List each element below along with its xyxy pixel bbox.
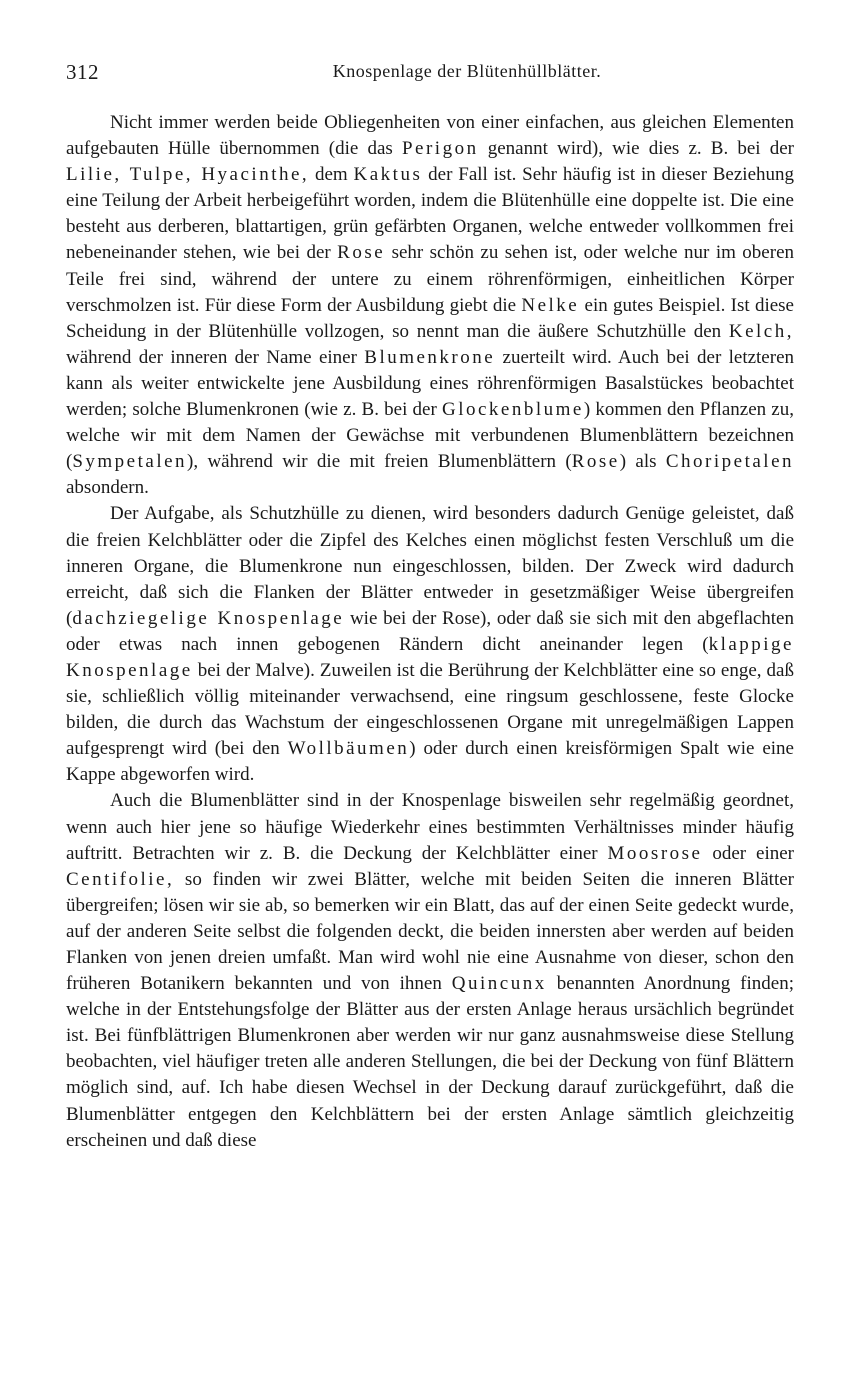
- spaced-term: Rose: [571, 451, 620, 473]
- text-run: ) oder durch einen kreisförmigen Spalt wie eine Kappe abgeworfen wird.: [66, 738, 794, 786]
- text-run: bei der Malve). Zuweilen ist die Berührung der Kelchblätter eine so enge, daß sie, schließlich völlig miteinander verwachsend, eine ringsum geschlossene, feste Glocke bilden, die durch das Wachstum der eingeschlossenen Organe mit unregelmäßigen Lappen aufgesprengt wird (bei den: [66, 659, 794, 760]
- spaced-term: Kaktus: [353, 164, 423, 186]
- body-text: [66, 110, 794, 1154]
- spaced-term: klappige Knospenlage: [66, 633, 794, 681]
- text-run: Auch die Blumenblätter sind in der Knospenlage bisweilen sehr regelmäßig geordnet, wenn auch hier jene so häufige Wiederkehr eines bestimmten Verhältnisses minder häufig auftritt. Betrachten wir z. B. die Deckung der Kelchblätter einer: [66, 790, 794, 864]
- text-run: oder einer: [702, 842, 795, 864]
- text-run: zuerteilt wird. Auch bei der letzteren kann als weiter entwickelte jene Ausbildung eines röhrenförmigen Basalstückes beobachtet werden; solche Blumenkronen (wie z. B. bei der: [66, 346, 795, 421]
- running-head: Knospenlage der Blütenhüllblätter.: [332, 61, 602, 81]
- spaced-term: Nelke: [521, 294, 580, 316]
- text-run: während der inneren der Name einer: [66, 346, 365, 368]
- text-run: absondern.: [66, 477, 149, 499]
- spaced-term: Blumenkrone: [364, 346, 496, 368]
- paragraph: [66, 788, 794, 1153]
- spaced-term: Wollbäumen: [287, 738, 410, 760]
- text-run: Der Aufgabe, als Schutzhülle zu dienen, wird besonders dadurch Genüge geleistet, daß die freien Kelchblätter oder die Zipfel des Kelches einen möglichst festen Verschluß um die inneren Organe, die Blumenkrone nun eingeschlossen, bilden. Der Zweck wird dadurch erreicht, daß sich die Flanken der Blätter entweder in gesetzmäßiger Weise übergreifen (: [66, 503, 794, 629]
- spaced-term: Glockenblume: [441, 399, 584, 421]
- spaced-term: Choripetalen: [665, 451, 795, 473]
- spaced-term: Quincunx: [451, 973, 547, 995]
- paragraph: [66, 110, 794, 501]
- text-run: sehr schön zu sehen ist, oder welche nur im oberen Teile frei sind, während der untere zu einem röhrenförmigen, einheitlichen Körper verschmolzen ist. Für diese Form der Ausbildung giebt die: [66, 242, 794, 316]
- text-run: ) als: [619, 451, 666, 473]
- paragraph: [66, 501, 794, 788]
- text-run: wie bei der Rose), oder daß sie sich mit den abgeflachten oder etwas nach innen gebogenen Rändern dicht aneinander legen (: [66, 607, 794, 655]
- text-run: ein gutes Beispiel. Ist diese Scheidung in der Blütenhülle vollzogen, so nennt man die äußere Schutzhülle den: [66, 294, 794, 342]
- spaced-term: Rose: [337, 242, 386, 264]
- spaced-term: Sympetalen: [72, 451, 188, 473]
- page-number: 312: [66, 60, 99, 84]
- text-run: benannten Anordnung finden; welche in der Entstehungsfolge der Blätter aus der ersten Anlage heraus ursächlich begründet ist. Bei fünfblättrigen Blumenkronen aber werden wir nur ganz ausnahmsweise diese Stellung beobachten, viel häufiger treten alle anderen Stellungen, die bei der Deckung von fünf Blättern möglich sind, auf. Ich habe diesen Wechsel in der Deckung darauf zurückgeführt, daß die Blumenblätter entgegen den Kelchblättern bei der ersten Anlage sämtlich gleichzeitig erscheinen und daß diese: [66, 973, 794, 1151]
- text-run: ), während wir die mit freien Blumenblättern (: [187, 451, 572, 473]
- spaced-term: Perigon: [401, 138, 479, 160]
- spaced-term: dachziegelige Knospenlage: [72, 607, 345, 629]
- text-run: der Fall ist. Sehr häufig ist in dieser Beziehung eine Teilung der Arbeit herbeigeführt worden, indem die Blütenhülle eine doppelte ist. Die eine besteht aus derberen, blattartigen, grün gefärbten Organen, welche entweder vollkommen frei nebeneinander stehen, wie bei der: [66, 164, 795, 264]
- spaced-term: Kelch,: [728, 320, 794, 342]
- spaced-term: Moosrose: [607, 842, 703, 864]
- text-run: dem: [309, 164, 354, 186]
- text-run: genannt wird), wie dies z. B. bei der: [478, 138, 795, 160]
- spaced-term: Centifolie,: [66, 868, 175, 890]
- text-run: so finden wir zwei Blätter, welche mit beiden Seiten die inneren Blätter übergreifen; lösen wir sie ab, so bemerken wir ein Blatt, das auf der einen Seite gedeckt wurde, auf der anderen Seite selbst die folgenden deckt, die beiden innersten aber werden auf beiden Flanken von jenen dreien umfaßt. Man wird wohl nie eine Ausnahme von dieser, schon den früheren Botanikern bekannten und von ihnen: [66, 868, 794, 995]
- spaced-term: Lilie, Tulpe, Hyacinthe,: [66, 164, 310, 186]
- text-run: ) kommen den Pflanzen zu, welche wir mit dem Namen der Gewächse mit verbundenen Blumenblättern bezeichnen (: [66, 399, 794, 473]
- page-header: [66, 60, 798, 88]
- text-run: Nicht immer werden beide Obliegenheiten von einer einfachen, aus gleichen Elementen aufgebauten Hülle übernommen (die das: [66, 112, 794, 160]
